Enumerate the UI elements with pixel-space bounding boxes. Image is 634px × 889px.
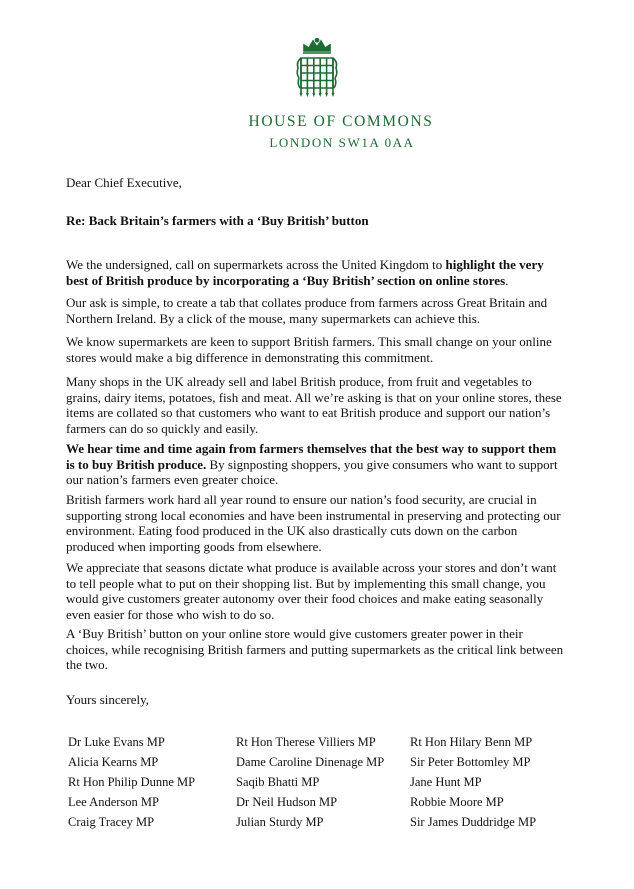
body-paragraph-7: We appreciate that seasons dictate what produce is available across your stores and don’t want to tell people what to put on their shopping list. But by implementing this small change, you would give customers greater autonomy over their food choices and make eating seasonally even easier for those who wish to do so.	[66, 560, 557, 622]
signatories	[68, 734, 568, 834]
body-paragraph-4: Many shops in the UK already sell and label British produce, from fruit and vegetables to grains, dairy items, potatoes, fish and meat. All we’re asking is that on your online stores, these items are collated so that customers who want to eat British produce and support our nation’s farmers can do so quickly and easily.	[66, 374, 562, 436]
signatory-column-1	[68, 734, 195, 834]
subject-line: Re: Back Britain’s farmers with a ‘Buy British’ button	[66, 213, 369, 228]
letterhead-address: LONDON SW1A 0AA	[269, 135, 415, 150]
salutation: Dear Chief Executive,	[66, 175, 182, 190]
signatory-name: Lee Anderson MP	[68, 795, 159, 809]
signatory-name: Rt Hon Philip Dunne MP	[68, 775, 196, 789]
signatory-name: Craig Tracey MP	[68, 815, 155, 829]
signatory-name: Jane Hunt MP	[410, 775, 482, 789]
signatory-name: Dr Luke Evans MP	[68, 735, 165, 749]
signatory-column-2	[236, 734, 384, 834]
portcullis-emblem-icon	[295, 38, 339, 100]
signatory-name: Robbie Moore MP	[410, 795, 504, 809]
signatory-name: Saqib Bhatti MP	[236, 775, 320, 789]
signoff: Yours sincerely,	[66, 692, 150, 707]
body-paragraph-1: We the undersigned, call on supermarkets across the United Kingdom to highlight the very best of British produce by incorporating a ‘Buy British’ section on online stores.	[66, 257, 544, 288]
body-paragraph-6: British farmers work hard all year round to ensure our nation’s food security, are crucial in supporting strong local economies and have been instrumental in preserving and protecting our environment. Eating food produced in the UK also drastically cuts down on the carbon produced when importing goods from elsewhere.	[66, 492, 561, 554]
body-paragraph-5: We hear time and time again from farmers themselves that the best way to support them is to buy British produce. By signposting shoppers, you give consumers who want to support our nation’s farmers even greater choice.	[66, 441, 558, 487]
signatory-column-3	[410, 734, 536, 834]
signatory-name: Dame Caroline Dinenage MP	[236, 755, 385, 769]
signatory-name: Rt Hon Therese Villiers MP	[236, 735, 376, 749]
signatory-name: Alicia Kearns MP	[68, 755, 159, 769]
signatory-name: Rt Hon Hilary Benn MP	[410, 735, 533, 749]
body-paragraph-3: We know supermarkets are keen to support British farmers. This small change on your online stores would make a big difference in demonstrating this commitment.	[66, 334, 552, 365]
letterhead	[0, 38, 634, 100]
signatory-name: Dr Neil Hudson MP	[236, 795, 338, 809]
letterhead-name: HOUSE OF COMMONS	[248, 113, 434, 130]
body-paragraph-8: A ‘Buy British’ button on your online store would give customers greater power in their choices, while recognising British farmers and putting supermarkets as the critical link between the two.	[66, 626, 564, 672]
signatory-name: Julian Sturdy MP	[236, 815, 324, 829]
signatory-name: Sir Peter Bottomley MP	[410, 755, 531, 769]
body-paragraph-2: Our ask is simple, to create a tab that collates produce from farmers across Great Britain and Northern Ireland. By a click of the mouse, many supermarkets can achieve this.	[66, 295, 548, 326]
signatory-name: Sir James Duddridge MP	[410, 815, 537, 829]
